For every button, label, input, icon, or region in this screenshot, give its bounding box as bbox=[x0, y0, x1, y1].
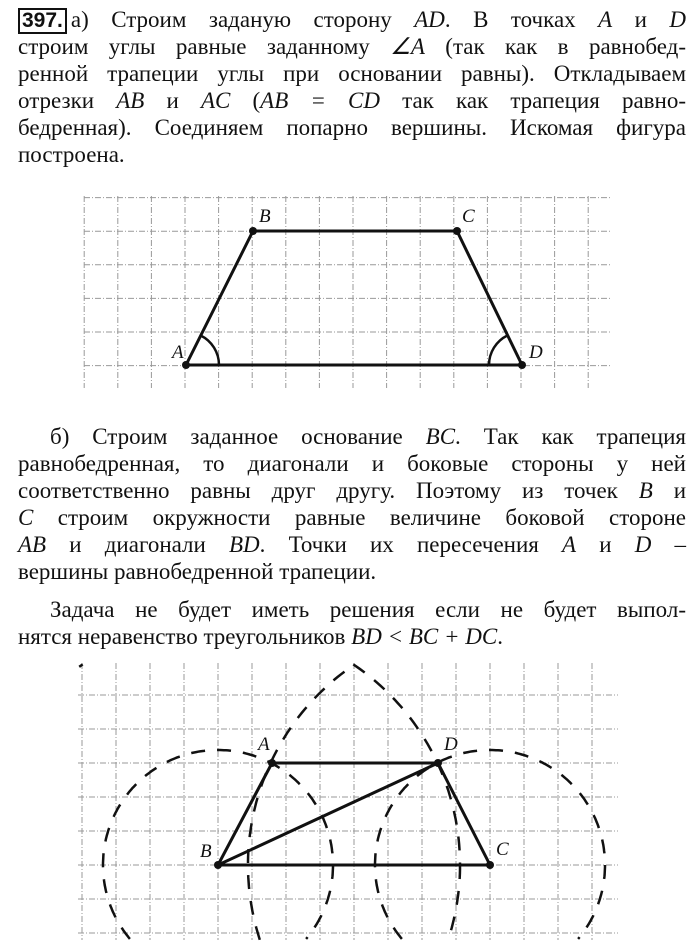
text-segment: построена. bbox=[18, 142, 125, 167]
text-segment: б) Строим заданное основание bbox=[50, 424, 426, 449]
circle-b-radius-bd bbox=[448, 865, 460, 940]
text-segment: . Точки их пересечения bbox=[259, 532, 563, 557]
text-segment: так как трапеция равно- bbox=[380, 88, 686, 113]
text-segment: нятся неравенство треугольников bbox=[18, 624, 352, 649]
label-c: C bbox=[496, 839, 509, 860]
label-d: D bbox=[529, 342, 543, 363]
label-c: C bbox=[462, 206, 475, 227]
math-expression: A bbox=[598, 7, 613, 32]
text-segment: и bbox=[652, 478, 686, 503]
label-b: B bbox=[200, 841, 212, 862]
math-expression: BD < BC + DC bbox=[351, 624, 498, 649]
circle-c-radius-bd bbox=[248, 664, 355, 939]
math-expression: D bbox=[634, 532, 652, 557]
text-segment: а) Строим заданую сторону bbox=[70, 7, 415, 32]
grid bbox=[78, 663, 618, 940]
label-d: D bbox=[444, 734, 458, 755]
math-expression: AD bbox=[414, 7, 445, 32]
math-expression: ∠A bbox=[390, 34, 425, 59]
label-a: A bbox=[172, 342, 184, 363]
text-segment: равнобедренная, то диагонали и боковые стороны у ней bbox=[18, 451, 686, 476]
math-expression: AC bbox=[200, 88, 231, 113]
math-expression: C bbox=[18, 505, 34, 530]
label-a: A bbox=[258, 734, 270, 755]
text-segment: (так как в равнобед- bbox=[424, 34, 686, 59]
text-segment: отрезки bbox=[18, 88, 117, 113]
text-segment: соответственно равны друг другу. Поэтому из точек bbox=[18, 478, 639, 503]
math-expression: AB bbox=[116, 88, 145, 113]
diagonal-bd bbox=[218, 763, 438, 865]
construction-circles bbox=[79, 664, 605, 939]
text-segment: и диагонали bbox=[46, 532, 229, 557]
problem-number: 397. bbox=[18, 8, 67, 34]
text-segment: и bbox=[612, 7, 670, 32]
math-expression: AB = CD bbox=[260, 88, 380, 113]
label-b: B bbox=[259, 206, 271, 227]
text-segment: и bbox=[144, 88, 201, 113]
text-segment: строим окружности равные величине боковой стороне bbox=[33, 505, 686, 530]
math-expression: D bbox=[669, 7, 687, 32]
text-segment: и bbox=[576, 532, 635, 557]
text-segment: ренной трапеции углы при основании равны). Откладываем bbox=[18, 61, 686, 86]
text-segment: ( bbox=[230, 88, 261, 113]
math-expression: AB bbox=[18, 532, 47, 557]
math-expression: B bbox=[638, 478, 653, 503]
math-expression: BC bbox=[425, 424, 456, 449]
text-segment: бедренная). Соединяем попарно вершины. Искомая фигура bbox=[18, 115, 686, 140]
text-segment: вершины равнобедренной трапеции. bbox=[18, 559, 377, 584]
text-segment: строим углы равные заданному bbox=[18, 34, 391, 59]
circle-b-radius-bd bbox=[353, 664, 460, 865]
math-expression: BD bbox=[228, 532, 260, 557]
text-segment: . bbox=[497, 624, 503, 649]
math-expression: A bbox=[562, 532, 577, 557]
text-segment: – bbox=[651, 532, 687, 557]
text-segment: Задача не будет иметь решения если не будет выпол- bbox=[50, 597, 686, 622]
text-segment: . В точках bbox=[444, 7, 599, 32]
text-segment: . Так как трапеция bbox=[455, 424, 686, 449]
